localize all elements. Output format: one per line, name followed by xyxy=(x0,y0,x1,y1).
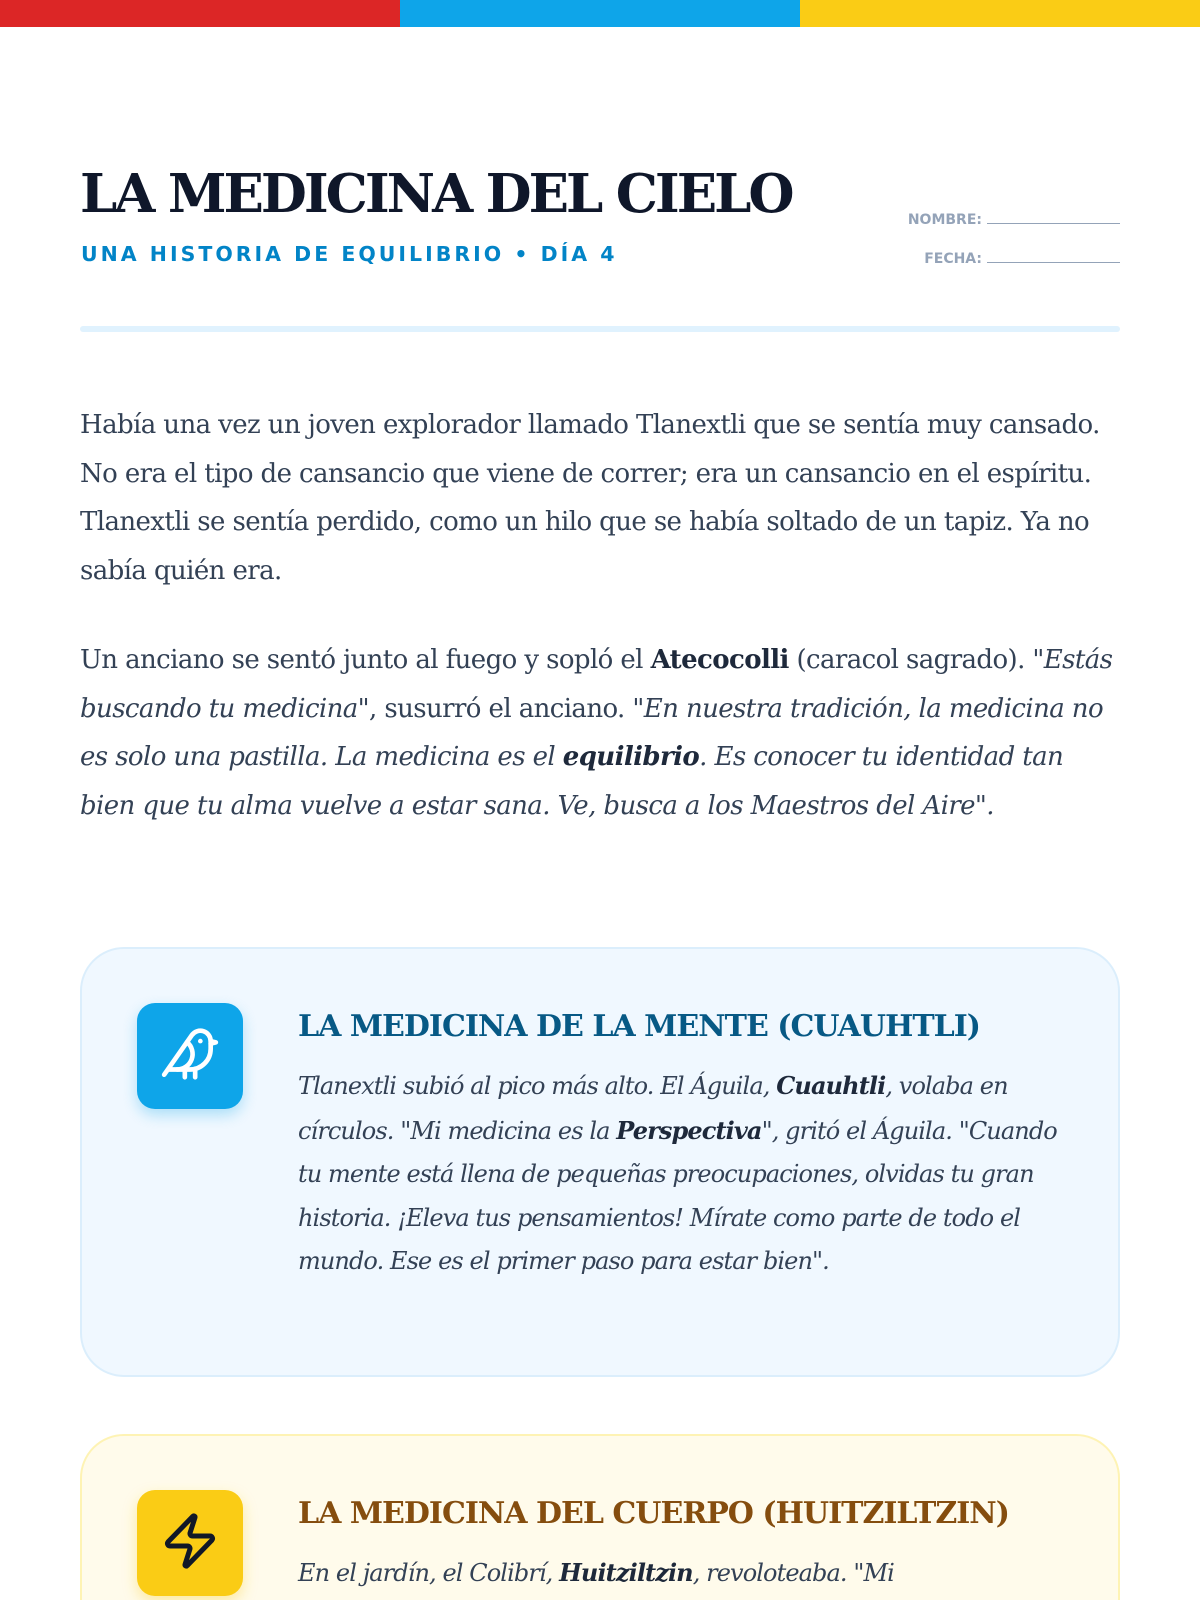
intro-paragraph-1: Había una vez un joven explorador llamado Tlanextli que se sentía muy cansado. No era el tipo de cansancio que viene de correr; era un cansancio en el espíritu. Tlanextli se sentía perdido, como un hilo que se había soltado de un tapiz. Ya no sabía quién era. xyxy=(80,410,1100,586)
p2-equilibrio: equilibrio xyxy=(562,742,700,772)
p2-quote-1: "Estás buscando tu medicina" xyxy=(80,645,1113,724)
date-label: FECHA: xyxy=(924,251,982,267)
card-cuerpo-text-3: , revoloteaba. "Mi xyxy=(692,1559,894,1587)
card-mente-cuauhtli: Cuauhtli xyxy=(776,1071,886,1100)
card-mente-text-1: Tlanextli subió al pico más alto. El Águila, xyxy=(298,1072,777,1100)
card-cuerpo xyxy=(80,1434,1120,1600)
page-subtitle: UNA HISTORIA DE EQUILIBRIO • DÍA 4 xyxy=(81,242,618,266)
card-mente-icon-box xyxy=(137,1003,243,1109)
card-mente-perspectiva: Perspectiva xyxy=(616,1115,762,1145)
name-field[interactable] xyxy=(860,212,1120,228)
intro-paragraph-2 xyxy=(80,636,1125,830)
p2-text-e: , susurró el anciano. xyxy=(369,693,633,724)
p2-text-a: Un anciano se sentó junto al fuego y sopló el xyxy=(80,645,651,675)
card-mente-title: LA MEDICINA DE LA MENTE (CUAUHTLI) xyxy=(298,1009,981,1044)
page-title: LA MEDICINA DEL CIELO xyxy=(80,163,792,225)
stripe-yellow xyxy=(800,0,1200,27)
p2-text-c: (caracol sagrado). xyxy=(788,645,1033,675)
card-mente-text-5: ", gritó el Águila. "Cuando tu mente está llena de pequeñas preocupaciones, olvidas tu gran historia. ¡Eleva tus pensamientos! Mírate como parte de todo el mundo. Ese es el primer paso para estar bien". xyxy=(298,1116,1057,1275)
p2-text-f: "En nuestra tradición, la medicina no es solo una pastilla. La medicina es el xyxy=(80,693,1104,772)
card-mente-text-3: , volaba en círculos. "Mi medicina es la xyxy=(298,1072,1008,1145)
color-stripe xyxy=(0,0,1200,27)
card-cuerpo-text-1: En el jardín, el Colibrí, xyxy=(298,1559,560,1587)
card-cuerpo-huitziltzin: Huitziltzin xyxy=(559,1558,693,1587)
bird-icon xyxy=(159,1023,221,1089)
date-field[interactable] xyxy=(860,251,1120,267)
header-divider xyxy=(80,326,1120,332)
card-cuerpo-text xyxy=(298,1551,1058,1596)
card-cuerpo-icon-box xyxy=(137,1490,243,1596)
p2-text-h: . Es conocer tu identidad tan bien que tu alma vuelve a estar sana. Ve, busca a los Maestros del Aire". xyxy=(80,742,1064,821)
date-line[interactable] xyxy=(987,254,1120,263)
card-mente-text xyxy=(298,1064,1058,1284)
card-cuerpo-title: LA MEDICINA DEL CUERPO (HUITZILTZIN) xyxy=(298,1496,1009,1531)
name-line[interactable] xyxy=(987,215,1120,224)
name-label: NOMBRE: xyxy=(907,212,982,228)
card-mente xyxy=(80,947,1120,1377)
stripe-red xyxy=(0,0,400,27)
lightning-icon xyxy=(160,1511,220,1575)
p2-atecocolli: Atecocolli xyxy=(650,645,789,675)
stripe-blue xyxy=(400,0,800,27)
